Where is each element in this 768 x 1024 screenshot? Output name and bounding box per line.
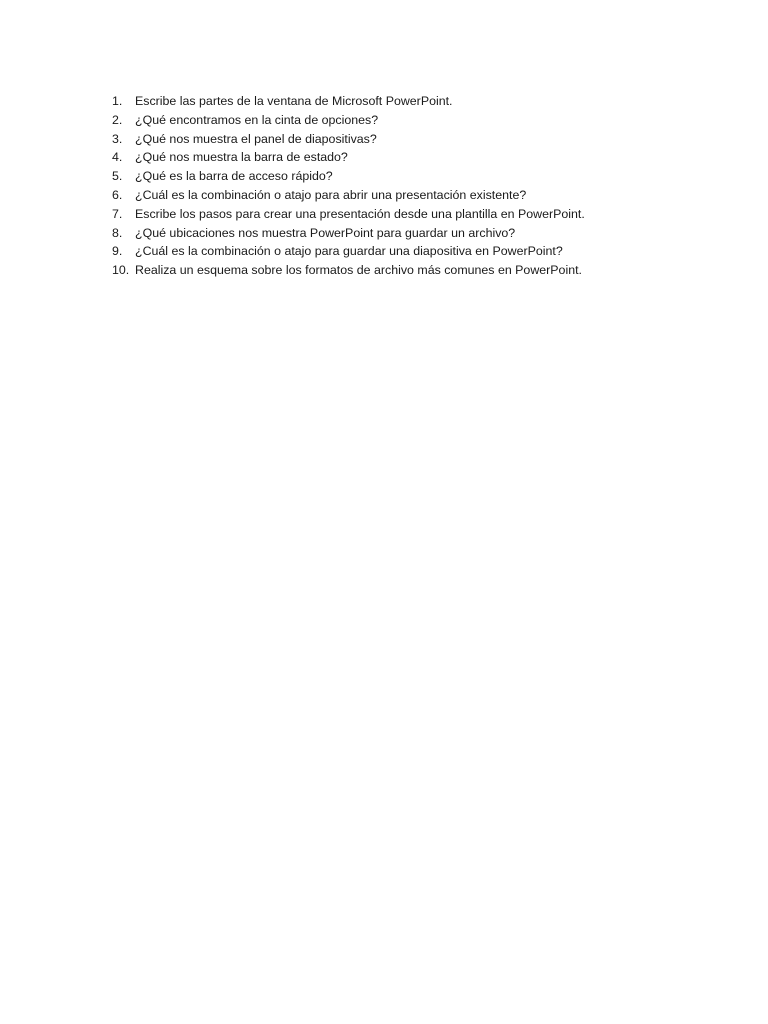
list-item xyxy=(112,92,732,111)
item-text: ¿Cuál es la combinación o atajo para guardar una diapositiva en PowerPoint? xyxy=(135,244,563,259)
list-item xyxy=(112,205,732,224)
item-number: 2. xyxy=(112,112,123,127)
item-number: 9. xyxy=(112,244,123,259)
list-item xyxy=(112,186,732,205)
list-item xyxy=(112,130,732,149)
item-text: Escribe los pasos para crear una presentación desde una plantilla en PowerPoint. xyxy=(135,206,585,221)
item-text: Escribe las partes de la ventana de Microsoft PowerPoint. xyxy=(135,94,453,108)
list-item xyxy=(112,242,732,261)
item-number: 3. xyxy=(112,131,123,146)
list-item xyxy=(112,111,732,130)
list-item xyxy=(112,224,732,243)
item-text: Realiza un esquema sobre los formatos de archivo más comunes en PowerPoint. xyxy=(135,263,582,278)
list-item xyxy=(112,148,732,167)
item-number: 7. xyxy=(112,206,123,221)
item-text: ¿Qué nos muestra el panel de diapositivas? xyxy=(135,131,377,146)
item-text: ¿Qué ubicaciones nos muestra PowerPoint para guardar un archivo? xyxy=(135,225,516,240)
list-item xyxy=(112,167,732,186)
list-item xyxy=(112,261,732,280)
item-text: ¿Qué encontramos en la cinta de opciones? xyxy=(135,112,379,127)
item-text: ¿Qué nos muestra la barra de estado? xyxy=(135,150,348,165)
item-number: 1. xyxy=(112,94,123,108)
item-text: ¿Qué es la barra de acceso rápido? xyxy=(135,169,333,184)
item-number: 6. xyxy=(112,187,123,202)
item-number: 4. xyxy=(112,150,123,165)
item-number: 5. xyxy=(112,169,123,184)
item-text: ¿Cuál es la combinación o atajo para abrir una presentación existente? xyxy=(135,187,527,202)
question-list xyxy=(112,92,732,280)
item-number: 8. xyxy=(112,225,123,240)
item-number: 10. xyxy=(112,263,130,278)
